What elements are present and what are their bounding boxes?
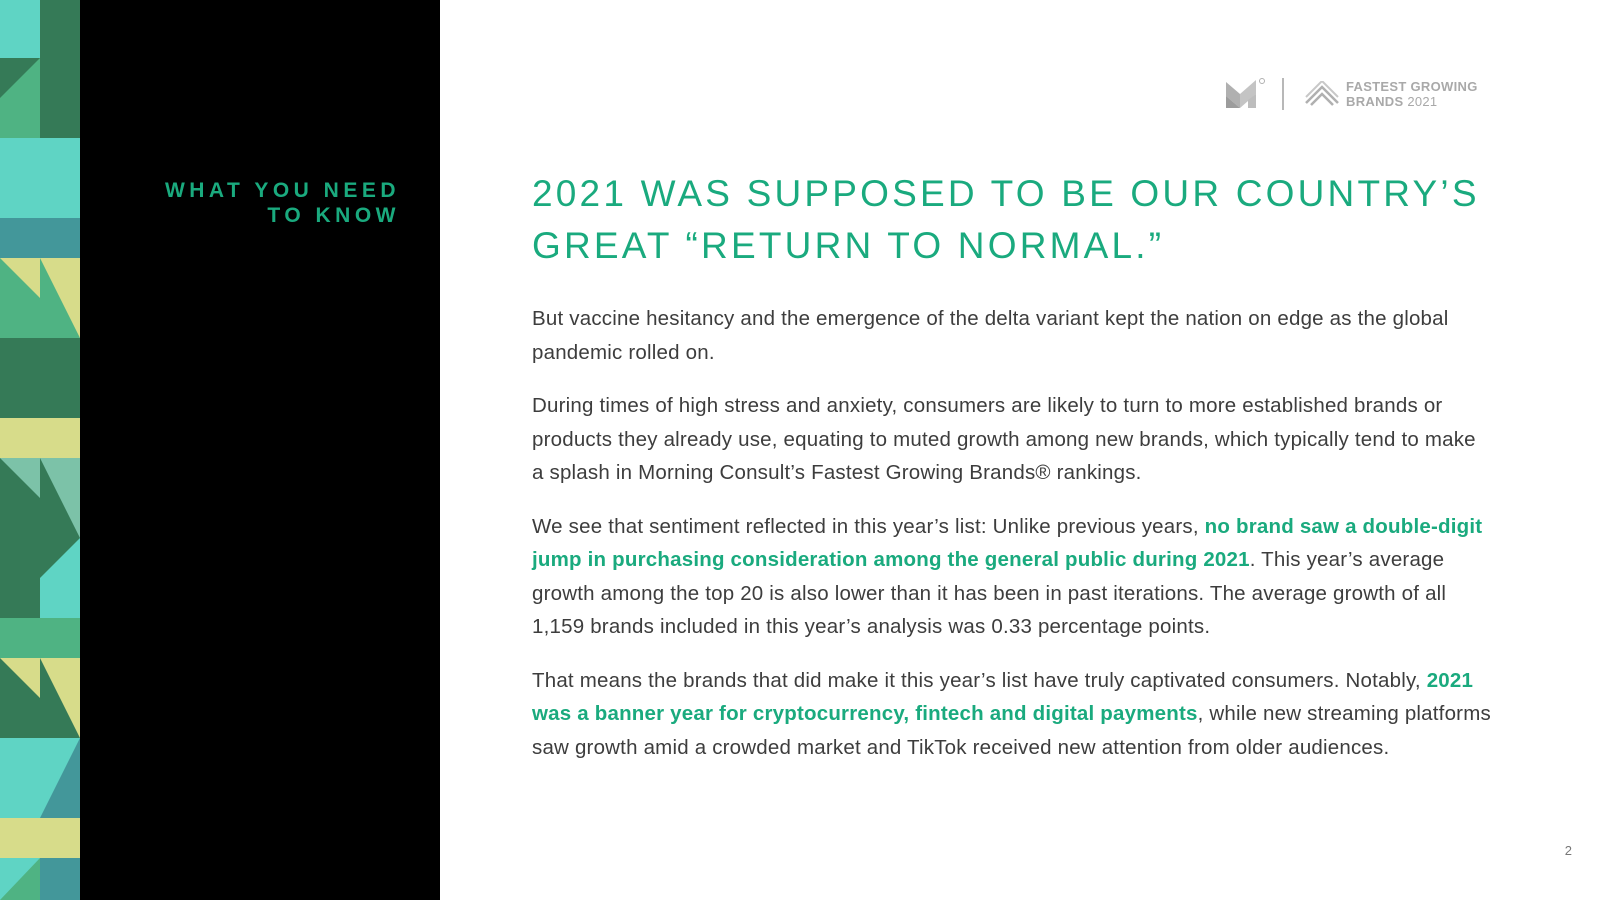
page-title <box>532 168 1492 272</box>
section-heading <box>100 178 400 228</box>
chevron-stack-icon <box>1304 81 1340 107</box>
page-title-line2: GREAT “RETURN TO NORMAL.” <box>532 225 1165 266</box>
sidebar-panel <box>80 0 440 900</box>
logo-wordmark <box>1346 79 1478 109</box>
paragraph-3-text-before: We see that sentiment reflected in this year’s list: Unlike previous years, <box>532 514 1205 538</box>
paragraph-4-text-before: That means the brands that did make it this year’s list have truly captivated consumers. Notably, <box>532 668 1427 692</box>
decorative-geometric-strip <box>0 0 80 900</box>
paragraph-3-text-after: . This year’s average growth among the top 20 is also lower than it has been in past iterations. The average growth of all 1,159 brands included in this year’s analysis was 0.33 percentage points. <box>532 548 1447 638</box>
body-paragraph-3 <box>532 510 1492 644</box>
logo-text-line1: FASTEST GROWING <box>1346 79 1478 94</box>
morning-consult-m-logo-icon <box>1224 76 1266 112</box>
main-content <box>532 168 1492 784</box>
logo-text-brands: BRANDS <box>1346 94 1404 109</box>
body-paragraph-2: During times of high stress and anxiety, consumers are likely to turn to more established brands or products they already use, equating to muted growth among new brands, which typically tend to make a splash in Morning Consult’s Fastest Growing Brands® rankings. <box>532 394 1476 484</box>
brand-logo <box>1224 76 1478 112</box>
paragraph-3-highlight: no brand saw a double-digit jump in purchasing consideration among the general public during 2021 <box>532 514 1483 571</box>
logo-text-line2 <box>1346 94 1478 109</box>
body-paragraph-4 <box>532 664 1492 765</box>
paragraph-4-text-after: , while new streaming platforms saw growth amid a crowded market and TikTok received new attention from older audiences. <box>532 702 1491 759</box>
paragraph-4-highlight: 2021 was a banner year for cryptocurrency, fintech and digital payments <box>532 668 1474 725</box>
logo-divider <box>1282 78 1284 110</box>
section-heading-line1: WHAT YOU NEED <box>164 179 400 202</box>
page-title-line1: 2021 WAS SUPPOSED TO BE OUR COUNTRY’S <box>532 173 1480 214</box>
logo-text-year: 2021 <box>1407 94 1438 109</box>
section-heading-line2: TO KNOW <box>267 204 400 227</box>
body-paragraph-1: But vaccine hesitancy and the emergence of the delta variant kept the nation on edge as the global pandemic rolled on. <box>532 307 1449 364</box>
page-number: 2 <box>1564 843 1572 858</box>
